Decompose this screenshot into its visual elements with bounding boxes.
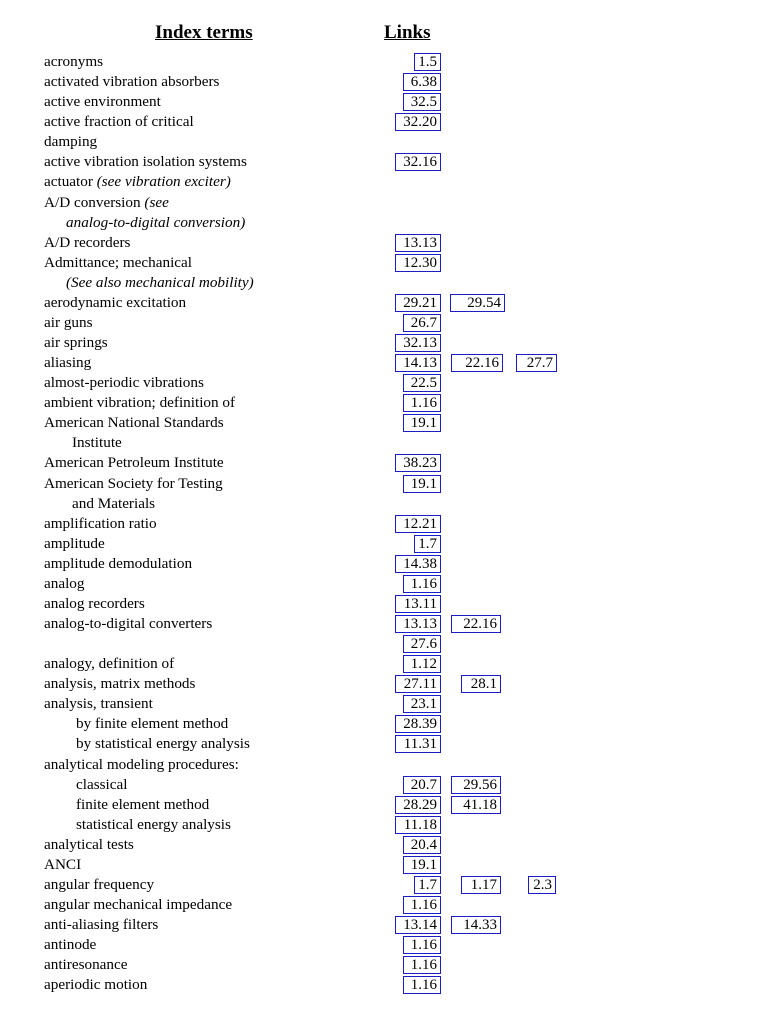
- page-link[interactable]: 32.5: [403, 93, 441, 111]
- index-entry: [0, 654, 768, 674]
- page-link[interactable]: 12.21: [395, 515, 441, 533]
- index-entry: [0, 674, 768, 694]
- page-link[interactable]: 13.13: [395, 615, 441, 633]
- page-link[interactable]: 1.16: [403, 956, 441, 974]
- index-term-text: Institute: [72, 434, 122, 452]
- index-entry: [0, 554, 768, 574]
- index-entry: [0, 213, 768, 233]
- index-term: [76, 734, 250, 754]
- page-link[interactable]: 19.1: [403, 475, 441, 493]
- index-entry: [0, 152, 768, 172]
- index-term: [44, 674, 195, 694]
- index-entry: [0, 895, 768, 915]
- index-term-text: analysis, matrix methods: [44, 675, 196, 693]
- page-link[interactable]: 38.23: [395, 454, 441, 472]
- index-term: [66, 213, 245, 233]
- index-term: [44, 875, 154, 895]
- index-entry: [0, 132, 768, 152]
- index-term-text: aerodynamic excitation: [44, 293, 187, 311]
- page-link[interactable]: 28.39: [395, 715, 441, 733]
- index-entry: [0, 413, 768, 433]
- index-entry: [0, 433, 768, 453]
- index-terms-header: Index terms: [155, 22, 253, 43]
- index-term: [44, 52, 103, 72]
- index-entry: [0, 955, 768, 975]
- index-term-text: damping: [44, 133, 98, 151]
- index-entry: [0, 233, 768, 253]
- index-entry: [0, 373, 768, 393]
- index-term: [44, 955, 128, 975]
- index-term-text: Admittance; mechanical: [44, 253, 193, 271]
- index-term: [44, 373, 204, 393]
- cross-reference-note: (see vibration exciter): [96, 173, 231, 191]
- cross-reference-note: analog-to-digital conversion): [66, 213, 246, 231]
- page-link[interactable]: 28.29: [395, 796, 441, 814]
- page-link[interactable]: 6.38: [403, 73, 441, 91]
- index-entry: [0, 855, 768, 875]
- page-link[interactable]: 1.5: [414, 53, 441, 71]
- index-term-text: analytical tests: [44, 835, 134, 853]
- index-term-text: analytical modeling procedures:: [44, 755, 239, 773]
- index-term-text: amplification ratio: [44, 514, 157, 532]
- index-term: [44, 353, 91, 373]
- index-term: [44, 755, 239, 775]
- index-term: [44, 313, 93, 333]
- index-term-text: analysis, transient: [44, 695, 153, 713]
- page-link[interactable]: 20.4: [403, 836, 441, 854]
- index-term-text: American Society for Testing: [44, 474, 223, 492]
- index-term-text: by statistical energy analysis: [76, 735, 250, 753]
- page-link[interactable]: 32.13: [395, 334, 441, 352]
- index-term-text: A/D recorders: [44, 233, 131, 251]
- index-entry: [0, 734, 768, 754]
- index-term: [44, 474, 223, 494]
- page-link[interactable]: 19.1: [403, 856, 441, 874]
- index-term: [44, 132, 97, 152]
- page-link[interactable]: 29.56: [451, 776, 501, 794]
- index-term-text: actuator: [44, 173, 93, 191]
- index-entry: [0, 353, 768, 373]
- index-entry: [0, 273, 768, 293]
- index-entry: [0, 634, 768, 654]
- index-term: [44, 574, 84, 594]
- index-term-text: amplitude: [44, 534, 105, 552]
- index-entry: [0, 514, 768, 534]
- page-link[interactable]: 11.18: [395, 816, 441, 834]
- index-term-text: finite element method: [76, 795, 210, 813]
- index-term: [44, 253, 192, 273]
- page-link[interactable]: 1.16: [403, 896, 441, 914]
- index-entry: [0, 975, 768, 995]
- index-entry: [0, 193, 768, 213]
- index-entry: [0, 172, 768, 192]
- index-entry: [0, 313, 768, 333]
- index-term-text: aperiodic motion: [44, 976, 148, 994]
- index-term-text: and Materials: [72, 494, 156, 512]
- index-term: [44, 152, 247, 172]
- index-term: [44, 915, 158, 935]
- index-term: [44, 835, 134, 855]
- index-term: [44, 855, 81, 875]
- index-term-text: active environment: [44, 93, 161, 111]
- index-term: [44, 935, 96, 955]
- index-term: [44, 92, 161, 112]
- page-link[interactable]: 32.16: [395, 153, 441, 171]
- page-link[interactable]: 27.6: [403, 635, 441, 653]
- index-term: [44, 554, 192, 574]
- index-entry: [0, 915, 768, 935]
- index-term-text: analog recorders: [44, 594, 145, 612]
- index-entry: [0, 835, 768, 855]
- page-link[interactable]: 1.7: [414, 876, 441, 894]
- page-link[interactable]: 29.54: [450, 294, 505, 312]
- page-link[interactable]: 11.31: [395, 735, 441, 753]
- page-link[interactable]: 29.21: [395, 294, 441, 312]
- index-entry: [0, 92, 768, 112]
- page-link[interactable]: 14.38: [395, 555, 441, 573]
- page-link[interactable]: 26.7: [403, 314, 441, 332]
- index-term: [44, 72, 219, 92]
- index-term-text: active vibration isolation systems: [44, 153, 247, 171]
- index-term: [44, 293, 186, 313]
- index-term: [44, 614, 212, 634]
- index-entry: [0, 614, 768, 634]
- index-entry: [0, 293, 768, 313]
- index-entry: [0, 755, 768, 775]
- index-term: [72, 494, 155, 514]
- index-entry: [0, 52, 768, 72]
- index-term-text: analogy, definition of: [44, 655, 175, 673]
- index-term: [72, 433, 122, 453]
- index-entry: [0, 393, 768, 413]
- page-link[interactable]: 1.16: [403, 936, 441, 954]
- index-entry: [0, 875, 768, 895]
- index-term-text: angular mechanical impedance: [44, 895, 233, 913]
- index-term-text: classical: [76, 775, 128, 793]
- page-link[interactable]: 1.12: [403, 655, 441, 673]
- index-term: [44, 413, 224, 433]
- page-link[interactable]: 1.16: [403, 394, 441, 412]
- index-entry: [0, 694, 768, 714]
- index-term-text: angular frequency: [44, 875, 155, 893]
- index-term: [44, 895, 232, 915]
- page-link[interactable]: 2.3: [528, 876, 556, 894]
- index-term-text: ambient vibration; definition of: [44, 394, 236, 412]
- index-term: [44, 654, 174, 674]
- index-term-text: antiresonance: [44, 956, 128, 974]
- index-term: [44, 172, 231, 192]
- index-term-text: active fraction of critical: [44, 113, 194, 131]
- index-entry: [0, 795, 768, 815]
- index-term-text: analog: [44, 574, 85, 592]
- index-entry: [0, 574, 768, 594]
- page-link[interactable]: 32.20: [395, 113, 441, 131]
- index-term-text: activated vibration absorbers: [44, 73, 220, 91]
- index-term: [76, 775, 127, 795]
- index-term: [44, 193, 169, 213]
- page-link[interactable]: 22.16: [451, 615, 501, 633]
- index-term-text: anti-aliasing filters: [44, 916, 159, 933]
- index-term-text: air springs: [44, 334, 108, 351]
- index-entry: [0, 815, 768, 835]
- index-term: [76, 795, 209, 815]
- index-term: [44, 453, 224, 473]
- index-term-text: antinode: [44, 936, 97, 954]
- page-link[interactable]: 1.17: [461, 876, 501, 894]
- page-link[interactable]: 14.13: [395, 354, 441, 372]
- page-link[interactable]: 23.1: [403, 695, 441, 713]
- page-link[interactable]: 12.30: [395, 254, 441, 272]
- index-term: [44, 694, 153, 714]
- page-link[interactable]: 41.18: [451, 796, 501, 814]
- index-term-text: A/D conversion: [44, 193, 141, 211]
- page-link[interactable]: 1.16: [403, 575, 441, 593]
- index-term: [66, 273, 254, 293]
- index-term-text: ANCI: [44, 855, 82, 873]
- index-term-text: acronyms: [44, 53, 104, 70]
- page-link[interactable]: 28.1: [461, 675, 501, 693]
- index-term: [76, 714, 228, 734]
- index-entry: [0, 494, 768, 514]
- cross-reference-note: (see: [144, 193, 169, 211]
- cross-reference-note: (See also mechanical mobility): [66, 273, 254, 291]
- index-term: [44, 333, 108, 353]
- index-term: [76, 815, 231, 835]
- index-entry: [0, 775, 768, 795]
- page-link[interactable]: 1.7: [414, 535, 441, 553]
- index-entry: [0, 594, 768, 614]
- index-entry: [0, 714, 768, 734]
- page-link[interactable]: 13.13: [395, 234, 441, 252]
- page-link[interactable]: 14.33: [451, 916, 501, 934]
- index-term-text: analog-to-digital converters: [44, 615, 213, 632]
- index-entry: [0, 112, 768, 132]
- index-term-text: statistical energy analysis: [76, 815, 231, 833]
- page-link[interactable]: 27.11: [395, 675, 441, 693]
- links-header: Links: [384, 22, 431, 43]
- page-link[interactable]: 13.11: [395, 595, 441, 613]
- index-term-text: aliasing: [44, 354, 92, 372]
- page-link[interactable]: 19.1: [403, 414, 441, 432]
- index-entry: [0, 935, 768, 955]
- page-link[interactable]: 22.5: [403, 374, 441, 392]
- page-link[interactable]: 27.7: [516, 354, 557, 372]
- page-link[interactable]: 22.16: [451, 354, 503, 372]
- index-term-text: amplitude demodulation: [44, 554, 193, 572]
- page-link[interactable]: 1.16: [403, 976, 441, 994]
- page-link[interactable]: 20.7: [403, 776, 441, 794]
- index-entry: [0, 534, 768, 554]
- index-term-text: air guns: [44, 313, 93, 331]
- index-term: [44, 594, 145, 614]
- index-term: [44, 514, 157, 534]
- index-term-text: almost-periodic vibrations: [44, 374, 204, 392]
- page-link[interactable]: 13.14: [395, 916, 441, 934]
- index-term: [44, 975, 147, 995]
- index-entry: [0, 333, 768, 353]
- index-entry: [0, 253, 768, 273]
- index-term: [44, 233, 130, 253]
- index-term: [44, 534, 105, 554]
- index-term-text: by finite element method: [76, 715, 229, 733]
- index-entry: [0, 474, 768, 494]
- index-entry: [0, 453, 768, 473]
- index-term: [44, 393, 235, 413]
- index-entry: [0, 72, 768, 92]
- index-term-text: American Petroleum Institute: [44, 454, 224, 472]
- index-term-text: American National Standards: [44, 414, 224, 432]
- index-term: [44, 112, 194, 132]
